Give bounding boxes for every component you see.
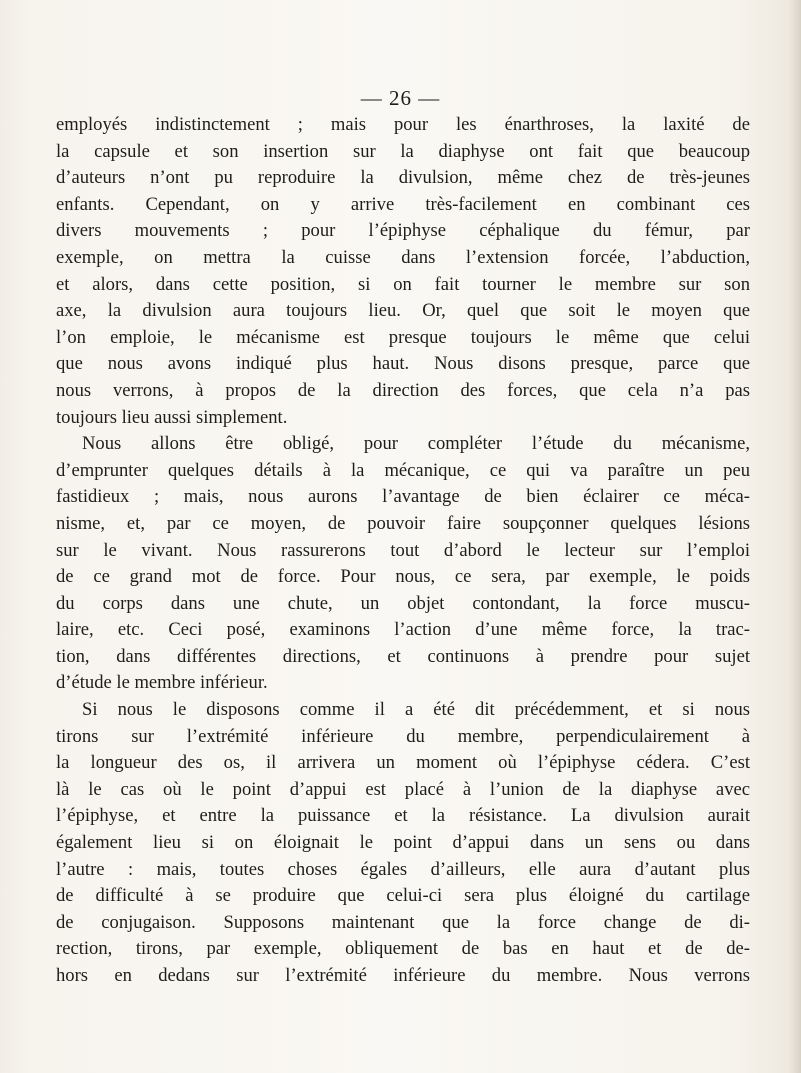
body-text xyxy=(56,112,750,990)
text-line: Nous allons être obligé, pour compléter l’étude du mécanisme, xyxy=(82,433,750,455)
text-line: Si nous le disposons comme il a été dit précédemment, et si nous xyxy=(82,699,750,721)
text-line: d’auteurs n’ont pu reproduire la divulsion, même chez de très-jeunes xyxy=(56,167,750,189)
text-line: que nous avons indiqué plus haut. Nous disons presque, parce que xyxy=(56,353,750,375)
text-line: nisme, et, par ce moyen, de pouvoir faire soupçonner quelques lésions xyxy=(56,512,750,534)
text-line: la capsule et son insertion sur la diaphyse ont fait que beaucoup xyxy=(56,140,750,162)
text-line: tirons sur l’extrémité inférieure du membre, perpendiculairement à xyxy=(56,725,750,747)
text-line: divers mouvements ; pour l’épiphyse céphalique du fémur, par xyxy=(56,220,750,242)
text-line: fastidieux ; mais, nous aurons l’avantage de bien éclairer ce méca- xyxy=(56,486,750,508)
text-line: du corps dans une chute, un objet contondant, la force muscu- xyxy=(56,592,750,614)
text-line: de ce grand mot de force. Pour nous, ce sera, par exemple, le poids xyxy=(56,566,750,588)
text-line: d’étude le membre inférieur. xyxy=(56,672,268,694)
text-line: et alors, dans cette position, si on fait tourner le membre sur son xyxy=(56,273,750,295)
text-line: exemple, on mettra la cuisse dans l’extension forcée, l’abduction, xyxy=(56,246,750,268)
text-line: l’on emploie, le mécanisme est presque toujours le même que celui xyxy=(56,326,750,348)
text-line: nous verrons, à propos de la direction des forces, que cela n’a pas xyxy=(56,379,750,401)
text-line: laire, etc. Ceci posé, examinons l’action d’une même force, la trac- xyxy=(56,619,750,641)
text-line: enfants. Cependant, on y arrive très-facilement en combinant ces xyxy=(56,193,750,215)
text-line: de difficulté à se produire que celui-ci sera plus éloigné du cartilage xyxy=(56,885,750,907)
text-line: axe, la divulsion aura toujours lieu. Or, quel que soit le moyen que xyxy=(56,300,750,322)
text-line: rection, tirons, par exemple, obliquement de bas en haut et de de- xyxy=(56,938,750,960)
text-line: là le cas où le point d’appui est placé à l’union de la diaphyse avec xyxy=(56,778,750,800)
text-line: la longueur des os, il arrivera un moment où l’épiphyse cédera. C’est xyxy=(56,752,750,774)
page-number: — 26 — xyxy=(360,86,441,110)
text-line: l’autre : mais, toutes choses égales d’ailleurs, elle aura d’autant plus xyxy=(56,858,750,880)
page-edge-shadow xyxy=(789,0,801,1073)
text-line: employés indistinctement ; mais pour les énarthroses, la laxité de xyxy=(56,114,750,135)
text-line: d’emprunter quelques détails à la mécanique, ce qui va paraître un peu xyxy=(56,459,750,481)
text-line: hors en dedans sur l’extrémité inférieure du membre. Nous verrons xyxy=(56,965,750,986)
text-line: sur le vivant. Nous rassurerons tout d’abord le lecteur sur l’emploi xyxy=(56,539,750,561)
text-line: toujours lieu aussi simplement. xyxy=(56,406,288,428)
text-line: l’épiphyse, et entre la puissance et la résistance. La divulsion aurait xyxy=(56,805,750,827)
text-line: de conjugaison. Supposons maintenant que la force change de di- xyxy=(56,911,750,933)
text-line: également lieu si on éloignait le point d’appui dans un sens ou dans xyxy=(56,832,750,854)
text-line: tion, dans différentes directions, et continuons à prendre pour sujet xyxy=(56,645,750,667)
